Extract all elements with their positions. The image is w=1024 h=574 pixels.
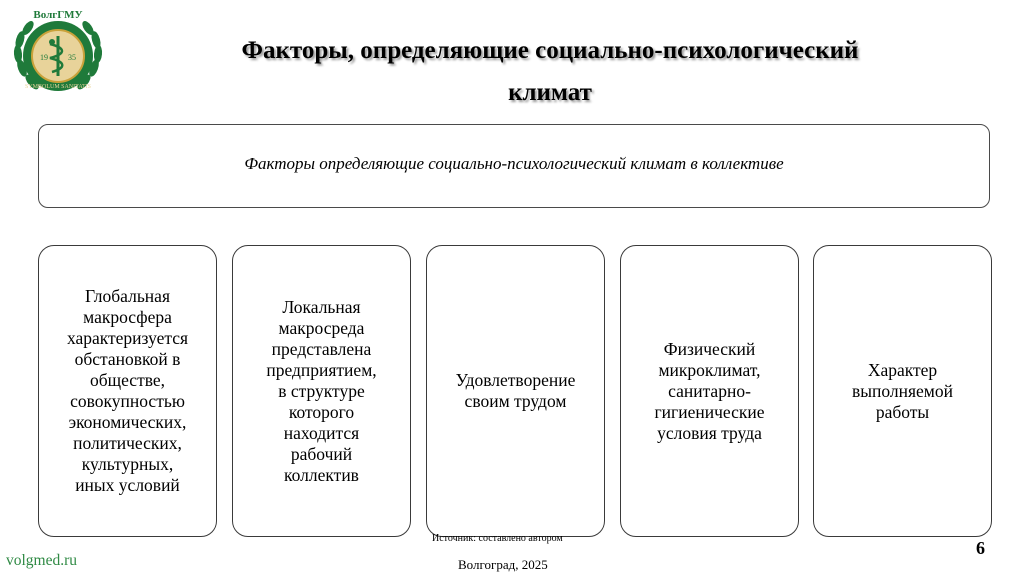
page-title-line-2: климат [508, 79, 592, 106]
logo-top-text: ВолгГМУ [33, 9, 83, 21]
page-number: 6 [976, 538, 985, 558]
page-title [130, 30, 970, 114]
factor-card-work-satisfaction [426, 245, 605, 537]
factor-card-text: Удовлетворение своим трудом [455, 370, 576, 411]
factor-card-local-macroenvironment [232, 245, 411, 537]
factors-header-box [38, 124, 990, 208]
university-logo [8, 6, 108, 106]
logo-bottom-text: SYMBOLUM SANITATIS [24, 84, 92, 90]
factor-card-text: Характер выполняемой работы [851, 359, 953, 422]
factors-header-text: Факторы определяющие социально-психологический климат в коллективе [244, 154, 784, 173]
factor-card-global-macrosphere [38, 245, 217, 537]
footer-city-year: Волгоград, 2025 [458, 557, 548, 572]
factor-card-physical-microclimate [620, 245, 799, 537]
factor-card-text: Локальная макросреда представлена предприятием, в структуре которого находится рабочий коллектив [266, 296, 377, 485]
factor-card-nature-of-work [813, 245, 992, 537]
factor-card-text: Физический микроклимат, санитарно- гигиенические условия труда [654, 338, 765, 443]
source-note: Источник: составлено автором [432, 533, 563, 544]
factor-card-text: Глобальная макросфера характеризуется обстановкой в обществе, совокупностью экономических, политических, культурных, иных условий [66, 286, 189, 495]
page-title-line-1: Факторы, определяющие социально-психологический [241, 37, 859, 64]
logo-year-right: 35 [68, 53, 76, 62]
logo-year-left: 19 [40, 53, 48, 62]
footer-website-link[interactable]: volgmed.ru [6, 552, 78, 569]
